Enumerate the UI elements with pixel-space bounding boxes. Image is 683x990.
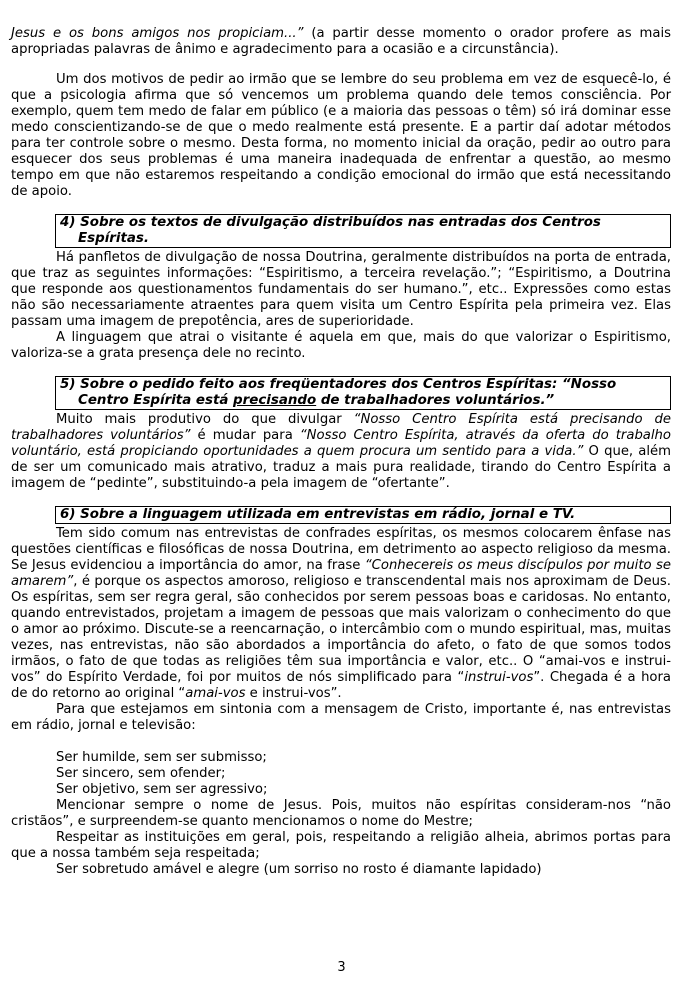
section-5-heading-line1: 5) Sobre o pedido feito aos freqüentadores dos Centros Espíritas: “Nosso — [60, 377, 617, 392]
section-5-quote-1: “Nosso Centro Espírita está precisando de trabalhadores voluntários” — [11, 412, 671, 443]
intro-paragraph — [11, 26, 671, 58]
section-6-quote: “Conhecereis os meus discípulos por muito se amarem” — [11, 558, 671, 589]
section-6-italic-amai: amai-vos — [185, 686, 246, 701]
section-5-heading-line2 — [60, 393, 664, 409]
list-item: Respeitar as instituições em geral, pois, respeitando a religião alheia, abrimos portas para que a nossa também seja respeitada; — [11, 830, 671, 861]
list-item: Mencionar sempre o nome de Jesus. Pois, muitos não espíritas consideram-nos “não cristãos”, e surpreendem-se quanto mencionamos o nome do Mestre; — [11, 798, 671, 829]
list-item: Ser humilde, sem ser submisso; — [56, 750, 267, 765]
section-4-heading-line2: Espíritas. — [78, 231, 149, 246]
recommendations-list — [11, 750, 671, 878]
section-5-heading — [55, 376, 671, 410]
section-6-text-a: Tem sido comum nas entrevistas de confrades espíritas, os mesmos colocarem ênfase nas questões científicas e filosóficas de nossa Doutrina, em detrimento ao aspecto religioso da mesma. Se Jesus evidenciou a importância do amor, na frase — [11, 526, 671, 573]
list-item: Ser objetivo, sem ser agressivo; — [56, 782, 268, 797]
section-4-paragraph-1: Há panfletos de divulgação de nossa Doutrina, geralmente distribuídos na porta de entrada, que traz as seguintes informações: “Espiritismo, a terceira revelação.”; “Espiritismo, a Doutrina que responde aos questionamentos fundamentais do ser humano.”, etc.. Expressões como estas não são necessariamente atraentes para quem visita um Centro Espírita pela primeira vez. Elas passam uma imagem de prepotência, ares de superioridade. — [11, 250, 671, 329]
section-6-heading — [55, 506, 671, 524]
section-6-paragraph-2: Para que estejamos em sintonia com a mensagem de Cristo, importante é, nas entrevistas em rádio, jornal e televisão: — [11, 702, 671, 733]
section-5-text-c: é mudar para — [190, 428, 300, 443]
section-6-text-g: e instrui-vos”. — [245, 686, 342, 701]
section-5-quote-2: “Nosso Centro Espírita, através da oferta do trabalho voluntário, está propiciando oportunidades a quem procura um sentido para a vida.” — [11, 428, 671, 459]
section-4-heading-line1: 4) Sobre os textos de divulgação distribuídos nas entradas dos Centros — [60, 215, 601, 230]
section-4-heading — [55, 214, 671, 248]
section-6-text-c: , é porque os aspectos amoroso, religioso e transcendental mais nos aproximam de Deus. Os espíritas, sem ser regra geral, são conhecidos por serem pessoas boas e caridosas. No entanto, quando entrevistados, projetam a imagem de pessoas que mais valorizam o conhecimento do que o amor ao próximo. Discute-se a reencarnação, o intercâmbio com o mundo espiritual, mas, muitas vezes, nas entrevistas, não são abordados a importância do afeto, o fato de que somos todos irmãos, o fato de que todas as religiões têm sua importância e valor, etc.. O “amai-vos e instrui-vos” do Espírito Verdade, foi por muitos de nós simplificado para “ — [11, 574, 671, 685]
intro-italic-quote: Jesus e os bons amigos nos propiciam...” — [11, 26, 304, 41]
section-4-paragraph-2: A linguagem que atrai o visitante é aquela em que, mais do que valorizar o Espiritismo, valoriza-se a grata presença dele no recinto. — [11, 330, 671, 361]
section-6-paragraph-1 — [11, 526, 671, 702]
document-page — [11, 26, 671, 878]
list-item: Ser sobretudo amável e alegre (um sorriso no rosto é diamante lapidado) — [56, 862, 542, 877]
page-number: 3 — [337, 960, 346, 975]
section-5-heading-end: de trabalhadores voluntários.” — [316, 393, 555, 408]
section-6-italic-instrui: instrui-vos — [464, 670, 534, 685]
section-5-heading-underlined: precisando — [233, 393, 317, 408]
list-item: Ser sincero, sem ofender; — [56, 766, 226, 781]
section-6-heading-text: 6) Sobre a linguagem utilizada em entrevistas em rádio, jornal e TV. — [60, 507, 576, 522]
intro-text: (a partir desse momento o orador profere as mais apropriadas palavras de ânimo e agradecimento para a ocasião e a circunstância). — [11, 26, 671, 57]
section-6-text-e: ”. Chegada é a hora de do retorno ao original “ — [11, 670, 672, 701]
section-5-text-e: O que, além de ser um comunicado mais atrativo, traduz a mais pura realidade, tirando do Centro Espírita a imagem de “pedinte”, substituindo-a pela imagem de “ofertante”. — [11, 444, 671, 491]
psychology-paragraph: Um dos motivos de pedir ao irmão que se lembre do seu problema em vez de esquecê-lo, é que a psicologia afirma que só vencemos um problema quando dele temos consciência. Por exemplo, quem tem medo de falar em público (e a maioria das pessoas o têm) só irá dominar esse medo conscientizando-se de que o medo realmente está presente. E a partir daí adotar métodos para ter controle sobre o mesmo. Desta forma, no momento inicial da oração, pedir ao outro para esquecer dos seus problemas é uma maneira inadequada de enfrentar a questão, ao mesmo tempo em que não estaremos respeitando a condição emocional do irmão que está necessitando de apoio. — [11, 72, 671, 199]
section-5-text-a: Muito mais produtivo do que divulgar — [56, 412, 354, 427]
section-5-paragraph — [11, 412, 671, 492]
section-5-heading-text: Centro Espírita está — [78, 393, 234, 408]
